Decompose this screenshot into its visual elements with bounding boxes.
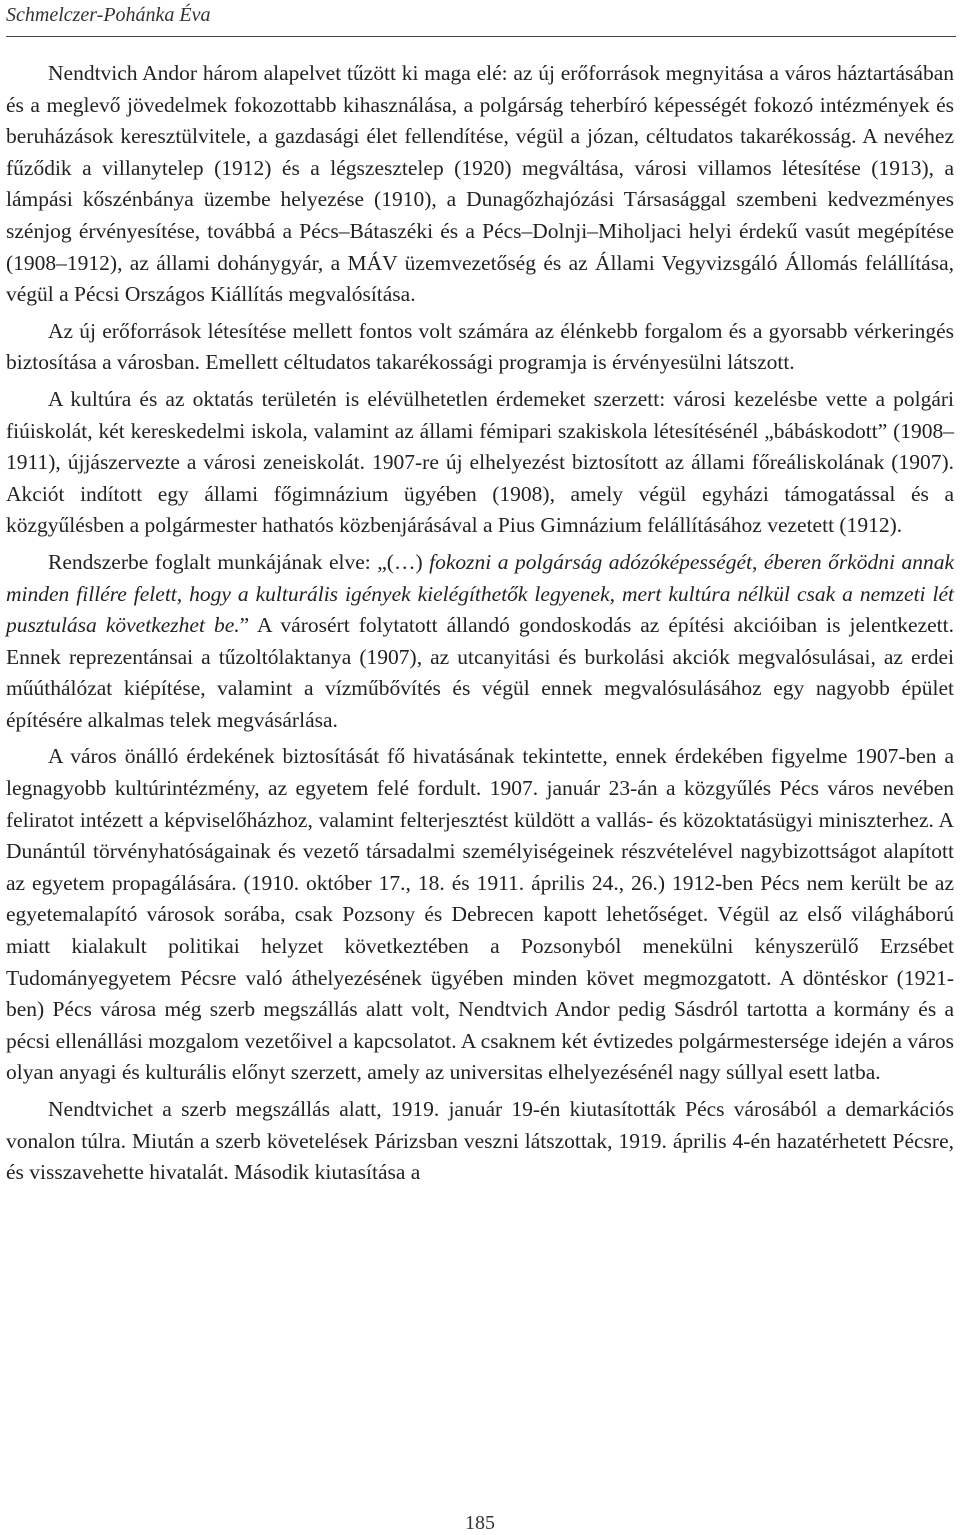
header-rule	[6, 36, 956, 37]
paragraph-6: Nendtvichet a szerb megszállás alatt, 1919. január 19-én kiutasították Pécs városából a demarkációs vonalon túlra. Miután a szerb követelések Párizsban veszni látszottak, 1919. április 4-én hazatérhetett Pécsre, és visszavehette hivatalát. Második kiutasítása a	[6, 1097, 954, 1185]
body-text	[6, 58, 954, 1189]
quote-lead: Rendszerbe foglalt munkájának elve: „(…)	[48, 549, 430, 574]
page-number: 185	[465, 1512, 495, 1534]
paragraph-2: Az új erőforrások létesítése mellett fontos volt számára az élénkebb forgalom és a gyorsabb vérkeringés biztosítása a városban. Emellett céltudatos takarékossági programja is érvényesülni látszott.	[6, 318, 954, 375]
paragraph-1: Nendtvich Andor három alapelvet tűzött ki maga elé: az új erőforrások megnyitása a város háztartásában és a meglevő jövedelmek fokozottabb kihasználása, a polgárság teherbíró képességét fokozó intézmények és beruházások keresztülvitele, a gazdasági élet fellendítése, végül a józan, céltudatos takarékosság. A nevéhez fűződik a villanytelep (1912) és a légszesztelep (1920) megváltása, városi villamos létesítése (1913), a lámpási kőszénbánya üzembe helyezése (1910), a Dunagőzhajózási Társasággal szembeni kedvezményes szénjog érvényesítése, továbbá a Pécs–Bátaszéki és a Pécs–Dolnji–Miholjaci helyi érdekű vasút megépítése (1908–1912), az állami dohánygyár, a MÁV üzemvezetőség és az Állami Vegyvizsgáló Állomás felállítása, végül a Pécsi Országos Kiállítás megvalósítása.	[6, 61, 954, 307]
paragraph-4	[6, 547, 954, 737]
running-head: Schmelczer-Pohánka Éva	[6, 4, 211, 26]
quote-text: fokozni a polgárság adózóképességét, éberen őrködni annak minden fillére felett, hogy a kulturális igények kielégíthetők legyenek, mert kultúra nélkül csak a nemzeti lét pusztulása következhet be.	[6, 549, 954, 638]
paragraph-3: A kultúra és az oktatás területén is elévülhetetlen érdemeket szerzett: városi kezelésbe vette a polgári fiúiskolát, két kereskedelmi iskola, valamint az állami fémipari szakiskola létesítésénél „bábáskodott” (1908–1911), újjászervezte a városi zeneiskolát. 1907-re új elhelyezést biztosított az állami főreáliskolának (1907). Akciót indított egy állami főgimnázium ügyében (1908), amely végül egyházi támogatással és a közgyűlésben a polgármester hathatós közbenjárásával a Pius Gimnázium felállításához vezetett (1912).	[6, 386, 954, 538]
quote-tail: ” A városért folytatott állandó gondoskodás az építési akcióiban is jelentkezett. Ennek reprezentánsai a tűzoltólaktanya (1907), az utcanyitási és burkolási akciók megvalósulásai, az erdei műúthálózat kiépítése, valamint a vízműbővítés és végül ennek megvalósulásához egy nagyobb épület építésére alkalmas telek megvásárlása.	[6, 613, 954, 732]
paragraph-5: A város önálló érdekének biztosítását fő hivatásának tekintette, ennek érdekében figyelme 1907-ben a legnagyobb kultúrintézmény, az egyetem felé fordult. 1907. január 23-án a közgyűlés Pécs város nevében feliratot intézett a képviselőházhoz, valamint felterjesztést küldött a vallás- és közoktatásügyi miniszterhez. A Dunántúl törvényhatóságainak és vezető társadalmi személyiségeinek részvételével nagybizottságot alapított az egyetem propagálására. (1910. október 17., 18. és 1911. április 24., 26.) 1912-ben Pécs nem került be az egyetemalapító városok sorába, csak Pozsony és Debrecen kapott lehetőséget. Végül az első világháború miatt kialakult politikai helyzet következtében a Pozsonyból menekülni kényszerülő Erzsébet Tudományegyetem Pécsre való áthelyezésének ügyében minden követ megmozgatott. A döntéskor (1921-ben) Pécs városa még szerb megszállás alatt volt, Nendtvich Andor pedig Sásdról tartotta a kormány és a pécsi ellenállási mozgalom vezetőivel a kapcsolatot. A csaknem két évtizedes polgármestersége idején a város olyan anyagi és kulturális előnyt szerzett, amely az universitas elhelyezésénél nagy súllyal esett latba.	[6, 744, 954, 1085]
